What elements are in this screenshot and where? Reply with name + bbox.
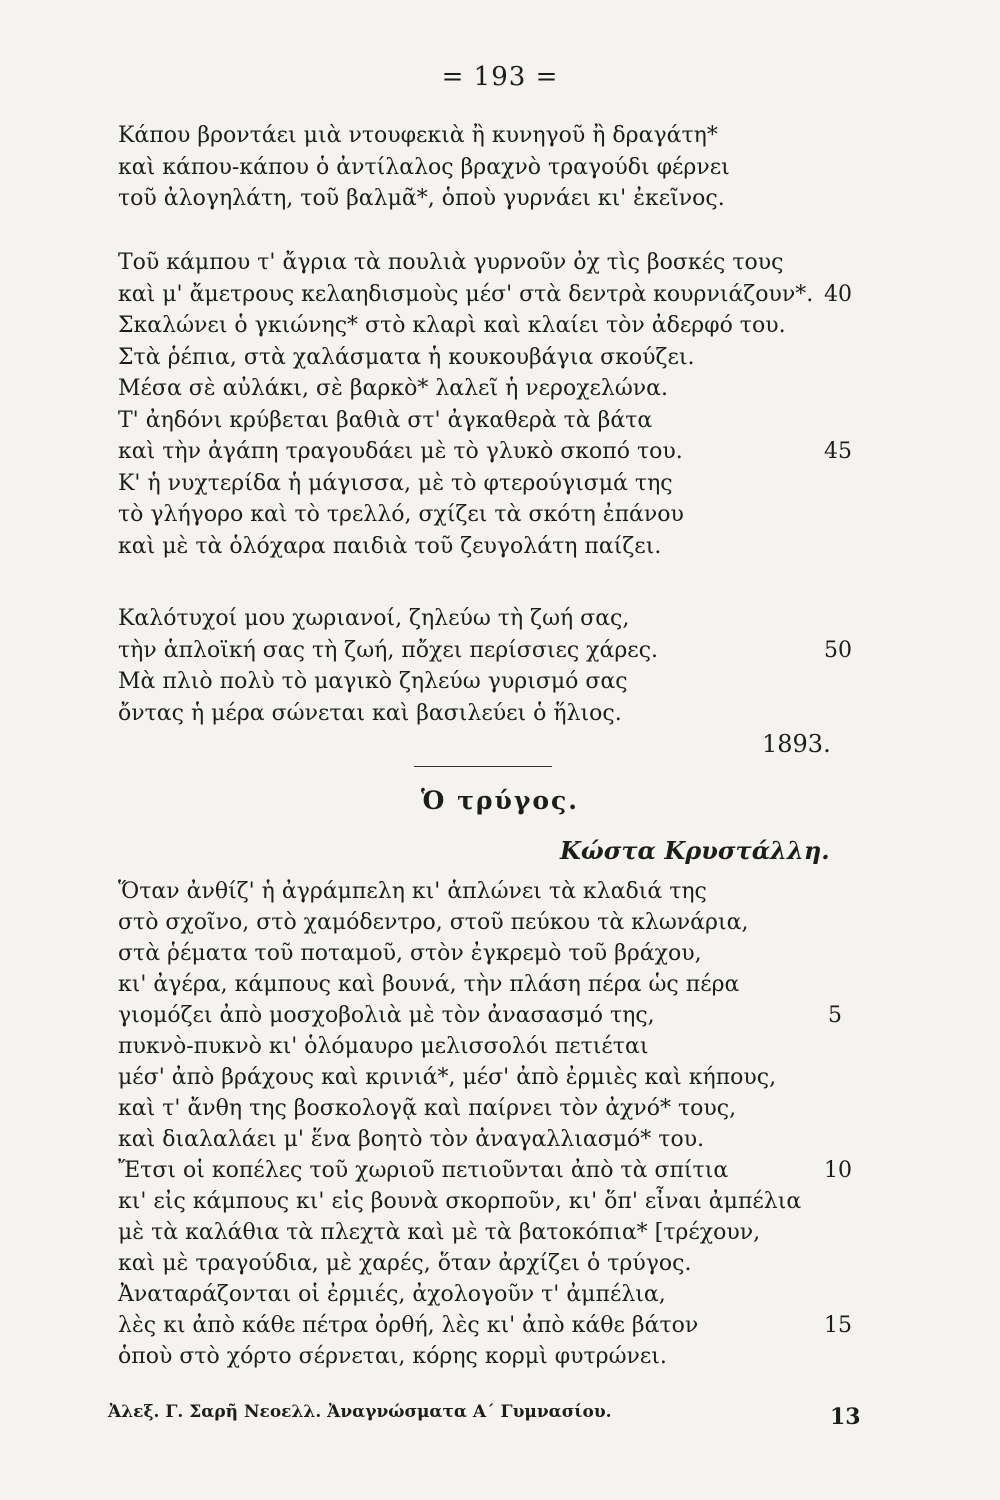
- verse-line: [118, 183, 878, 215]
- verse-line: [118, 499, 878, 531]
- verse-line: [118, 152, 878, 184]
- stanza-2: [118, 247, 878, 562]
- verse-line: [118, 1248, 878, 1279]
- verse-line: [118, 1062, 878, 1093]
- verse-line: [118, 1186, 878, 1217]
- verse-text: ὄντας ἡ μέρα σώνεται καὶ βασιλεύει ὁ ἥλιος.: [118, 700, 622, 726]
- line-number: 5: [828, 1003, 842, 1028]
- verse-line: [118, 468, 878, 500]
- verse-line: [118, 310, 878, 342]
- line-number: 10: [824, 1158, 852, 1183]
- verse-line: [118, 373, 878, 405]
- verse-line: [118, 938, 878, 969]
- verse-text: καὶ διαλαλάει μ' ἕνα βοητὸ τὸν ἀναγαλλιασμό* του.: [118, 1127, 705, 1152]
- verse-text: Σκαλώνει ὁ γκιώνης* στὸ κλαρὶ καὶ κλαίει τὸν ἀδερφό του.: [118, 313, 786, 338]
- verse-text: μέσ' ἀπὸ βράχους καὶ κρινιά*, μέσ' ἀπὸ ἐρμιὲς καὶ κήπους,: [118, 1065, 777, 1090]
- stanza-1: [118, 120, 878, 215]
- verse-line: [118, 120, 878, 152]
- verse-line: [118, 907, 878, 938]
- verse-line: [118, 1031, 878, 1062]
- verse-text: Κ' ἡ νυχτερίδα ἡ μάγισσα, μὲ τὸ φτερούγισμά της: [118, 470, 673, 496]
- verse-text: Τοῦ κάμπου τ' ἄγρια τὰ πουλιὰ γυρνοῦν ὀχ τὶς βοσκές τους: [118, 250, 784, 275]
- verse-text: καὶ μὲ τὰ ὁλόχαρα παιδιὰ τοῦ ζευγολάτη παίζει.: [118, 533, 662, 559]
- line-number: 45: [824, 439, 852, 464]
- verse-text: καὶ μ' ἄμετρους κελαηδισμοὺς μέσ' στὰ δεντρὰ κουρνιάζουν*.: [118, 281, 814, 307]
- poem-title: Ὁ τρύγος.: [421, 786, 579, 815]
- verse-text: Στὰ ῥέπια, στὰ χαλάσματα ἡ κουκουβάγια σκούζει.: [118, 344, 695, 370]
- line-number: 40: [824, 281, 852, 307]
- verse-line: [118, 342, 878, 374]
- poem-date: 1893.: [762, 730, 831, 758]
- verse-line: [118, 1279, 878, 1310]
- verse-text: Ἀναταράζονται οἱ ἐρμιές, ἀχολογοῦν τ' ἀμπέλια,: [118, 1282, 666, 1307]
- verse-line: [118, 1341, 878, 1372]
- verse-text: Ἔτσι οἱ κοπέλες τοῦ χωριοῦ πετιοῦνται ἀπὸ τὰ σπίτια: [118, 1158, 729, 1183]
- page-number: = 193 =: [441, 62, 559, 92]
- verse-text: τὴν ἁπλοϊκή σας τὴ ζωή, πὄχει περίσσιες χάρες.: [118, 637, 659, 663]
- line-number: 15: [824, 1313, 852, 1338]
- verse-text: κι' εἰς κάμπους κι' εἰς βουνὰ σκορποῦν, κι' ὅπ' εἶναι ἀμπέλια: [118, 1189, 802, 1214]
- verse-line: [118, 603, 878, 635]
- verse-text: στὸ σχοῖνο, στὸ χαμόδεντρο, στοῦ πεύκου τὰ κλωνάρια,: [118, 910, 749, 935]
- verse-line: [118, 635, 878, 667]
- verse-text: καὶ μὲ τραγούδια, μὲ χαρές, ὅταν ἀρχίζει ὁ τρύγος.: [118, 1251, 692, 1276]
- verse-line: [118, 876, 878, 907]
- verse-text: κι' ἀγέρα, κάμπους καὶ βουνά, τὴν πλάση πέρα ὡς πέρα: [118, 972, 740, 997]
- verse-text: λὲς κι ἀπὸ κάθε πέτρα ὀρθή, λὲς κι' ἀπὸ κάθε βάτον: [118, 1313, 699, 1338]
- verse-line: [118, 1217, 878, 1248]
- verse-line: [118, 969, 878, 1000]
- verse-text: Ὅταν ἀνθίζ' ἡ ἀγράμπελη κι' ἁπλώνει τὰ κλαδιά της: [118, 879, 707, 904]
- verse-line: [118, 247, 878, 279]
- verse-line: [118, 279, 878, 311]
- verse-text: Μὰ πλιὸ πολὺ τὸ μαγικὸ ζηλεύω γυρισμό σας: [118, 669, 628, 694]
- stanza-3: [118, 603, 878, 729]
- verse-text: γιομόζει ἀπὸ μοσχοβολιὰ μὲ τὸν ἀνασασμό της,: [118, 1003, 655, 1028]
- verse-text: πυκνὸ-πυκνὸ κι' ὁλόμαυρο μελισσολόι πετιέται: [118, 1034, 649, 1059]
- verse-line: [118, 1155, 878, 1186]
- verse-text: καὶ τὴν ἀγάπη τραγουδάει μὲ τὸ γλυκὸ σκοπό του.: [118, 439, 683, 464]
- verse-text: Καλότυχοί μου χωριανοί, ζηλεύω τὴ ζωή σας,: [118, 606, 630, 631]
- line-number: 50: [824, 637, 852, 663]
- signature-mark: 13: [830, 1404, 861, 1430]
- verse-line: [118, 698, 878, 730]
- verse-text: τοῦ ἀλογηλάτη, τοῦ βαλμᾶ*, ὁποὺ γυρνάει κι' ἐκεῖνος.: [118, 186, 725, 211]
- verse-line: [118, 1124, 878, 1155]
- verse-line: [118, 666, 878, 698]
- footer-source: Ἀλεξ. Γ. Σαρῆ Νεοελλ. Ἀναγνώσματα Α΄ Γυμνασίου.: [108, 1402, 612, 1422]
- verse-text: τὸ γλήγορο καὶ τὸ τρελλό, σχίζει τὰ σκότη ἐπάνου: [118, 502, 684, 527]
- verse-text: στὰ ῥέματα τοῦ ποταμοῦ, στὸν ἐγκρεμὸ τοῦ βράχου,: [118, 941, 702, 966]
- verse-line: [118, 436, 878, 468]
- verse-line: [118, 405, 878, 437]
- verse-text: καὶ τ' ἄνθη της βοσκολογᾷ καὶ παίρνει τὸν ἀχνό* τους,: [118, 1096, 737, 1121]
- verse-text: καὶ κάπου-κάπου ὁ ἀντίλαλος βραχνὸ τραγούδι φέρνει: [118, 154, 730, 180]
- verse-text: Κάπου βροντάει μιὰ ντουφεκιὰ ἢ κυνηγοῦ ἢ δραγάτη*: [118, 123, 718, 148]
- verse-line: [118, 1000, 878, 1031]
- verse-text: Τ' ἀηδόνι κρύβεται βαθιὰ στ' ἀγκαθερὰ τὰ βάτα: [118, 407, 653, 433]
- verse-line: [118, 1093, 878, 1124]
- verse-text: μὲ τὰ καλάθια τὰ πλεχτὰ καὶ μὲ τὰ βατοκόπια* [τρέχουν,: [118, 1220, 761, 1245]
- verse-text: ὁποὺ στὸ χόρτο σέρνεται, κόρης κορμὶ φυτρώνει.: [118, 1344, 667, 1369]
- verse-line: [118, 531, 878, 563]
- section-divider: [414, 766, 552, 767]
- verse-line: [118, 1310, 878, 1341]
- poem-author: Κώστα Κρυστάλλη.: [560, 836, 830, 865]
- verse-text: Μέσα σὲ αὐλάκι, σὲ βαρκὸ* λαλεῖ ἡ νεροχελώνα.: [118, 376, 669, 401]
- poem2-body: [118, 876, 878, 1372]
